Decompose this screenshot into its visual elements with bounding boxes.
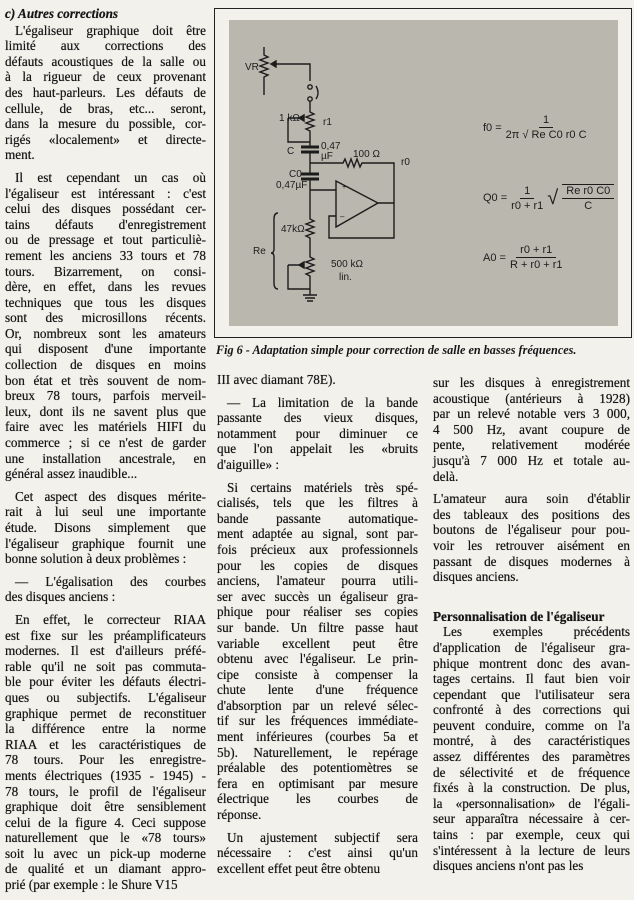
- text-line: phique pour réaliser ses copies: [217, 604, 418, 620]
- column-3-body: [433, 375, 630, 585]
- text-line: — L'égalisation des courbes: [15, 573, 206, 589]
- text-line: l'égaliseur graphique fournit une: [5, 535, 206, 551]
- label-c0-value: 0,47µF: [276, 180, 308, 191]
- label-c-value: 0,47 µF: [321, 141, 341, 162]
- text-line: ques ou subjectifs. L'égaliseur: [5, 689, 206, 705]
- column-2: [217, 372, 418, 883]
- text-line: des haut-parleurs. Les défauts de: [5, 84, 206, 100]
- text-line: tains défauts d'enregistrement: [5, 216, 206, 232]
- text-line: électrique les courbes de: [217, 791, 418, 807]
- text-line: confronté à des corrections qui: [433, 702, 630, 718]
- text-line: d'application de l'égaliseur gra-: [433, 639, 630, 655]
- text-line: dère, en effet, dans les revues: [5, 279, 206, 295]
- switch-contact: [308, 97, 312, 101]
- text-line: notamment pour diminuer ce: [217, 425, 418, 441]
- paragraph: [217, 480, 418, 823]
- text-line: rigés «localement» et directe-: [5, 131, 206, 147]
- text-line: la différence entre la norme: [5, 721, 206, 737]
- text-line: disques anciens.: [433, 569, 519, 585]
- text-line: collection de disques en moins: [5, 357, 206, 373]
- text-line: sur bande. Un filtre passe haut: [217, 619, 418, 635]
- label-500k: 500 kΩ: [331, 259, 363, 270]
- formula-denominator: 2π √ Re C0 r0 C: [505, 129, 587, 141]
- text-line: assez différentes des paramètres: [433, 749, 630, 765]
- text-line: est fixe sur les préamplificateurs: [5, 627, 206, 643]
- label-100-ohm: 100 Ω: [353, 149, 380, 160]
- formula-lhs: Q0 =: [483, 192, 508, 204]
- text-line: à la rigueur de ceux provenant: [5, 69, 206, 85]
- formula-denominator: R + r0 + r1: [509, 259, 563, 271]
- text-line: fois précieux aux professionnels: [217, 541, 418, 557]
- text-line: sur les disques à enregistrement: [433, 375, 630, 390]
- text-line: tif sur les fréquences immédiate-: [217, 713, 418, 729]
- text-line: anciens, l'amateur pourra utili-: [217, 573, 418, 589]
- label-r1-value: 1 kΩ: [279, 113, 300, 124]
- text-line: excellent effet peut être obtenu: [217, 860, 381, 876]
- label-r0: r0: [401, 157, 410, 168]
- text-line: montré, à des caractéristiques: [433, 733, 630, 749]
- capacitor-c0: [301, 174, 319, 179]
- paragraph: [433, 624, 630, 874]
- text-line: étude. Disons simplement que: [5, 520, 206, 535]
- section-heading-personnalisation: Personnalisation de l'égaliseur: [433, 608, 605, 624]
- text-line: des disques anciens :: [5, 589, 116, 605]
- text-line: cependant que l'utilisateur sera: [433, 686, 630, 702]
- text-line: variable excellent peut être: [217, 635, 418, 651]
- text-line: Les exemples précédents: [443, 624, 630, 640]
- text-line: rable qu'il ne soit pas commuta-: [5, 658, 206, 674]
- text-line: tains : par exemple, ceux qui: [433, 827, 630, 843]
- text-line: soit lu avec un pick-up moderne: [5, 845, 206, 861]
- label-lin: lin.: [339, 272, 352, 283]
- text-line: 78 tours, le profil de l'égaliseur: [5, 783, 206, 799]
- text-line: cipe consiste à compenser la: [217, 666, 418, 682]
- column-3: [433, 375, 630, 881]
- formula-a0: [483, 244, 563, 271]
- feedback-wire: [329, 203, 394, 238]
- resistor-100-ohm: [310, 159, 394, 203]
- text-line: la «personnalisation» de l'égali-: [433, 795, 630, 811]
- formula-numerator: 1: [520, 185, 534, 199]
- text-line: général assez inaudible...: [5, 466, 138, 482]
- re-brace: [271, 213, 278, 289]
- text-line: naturellement que le «78 tours»: [5, 830, 206, 846]
- text-line: tages certains. Il faut bien voir: [433, 671, 630, 687]
- text-line: 5b). Naturellement, le repérage: [217, 744, 418, 760]
- formula-denominator: r0 + r1: [511, 199, 544, 212]
- formula-numerator: 1: [539, 114, 553, 128]
- text-line: breux 78 tours, parfois merveil-: [5, 388, 206, 404]
- circuit-schematic: [215, 9, 631, 337]
- text-line: modernes. Il est d'ailleurs préfé-: [5, 643, 206, 659]
- paragraph: [5, 489, 206, 567]
- text-line: fera en optimisant par mesure: [217, 775, 418, 791]
- text-line: ments électriques (1935 - 1945) -: [5, 767, 206, 783]
- text-line: des tableaux des positions des: [433, 506, 630, 522]
- text-line: rement les anciens 33 tours et 78: [5, 247, 206, 263]
- text-line: jusqu'à 7 000 Hz et totale au-: [433, 452, 630, 468]
- text-line: Un ajustement subjectif sera: [227, 829, 418, 845]
- text-line: phique montrent donc des avan-: [433, 655, 630, 671]
- text-line: peuvent conduire, comme on l'a: [433, 717, 630, 733]
- paragraph: [5, 23, 206, 163]
- text-line: nécessaire : c'est ainsi qu'un: [217, 845, 418, 861]
- text-line: pour les copies de disques: [217, 557, 418, 573]
- text-line: III avec diamant 78E).: [217, 372, 336, 387]
- text-line: dans la mesure du possible, cor-: [5, 116, 206, 132]
- r1-resistor: [306, 101, 314, 146]
- text-line: rait à lui seul une importante: [5, 504, 206, 520]
- text-line: tours. Bizarrement, on consi-: [5, 263, 206, 279]
- text-line: l'égaliseur est intéressant : c'est: [5, 185, 206, 201]
- text-line: disques anciens n'ont pas les: [433, 858, 584, 874]
- switch-arc: [316, 86, 318, 99]
- formula-lhs: A0 =: [483, 251, 506, 264]
- text-line: Or, nombreux sont les amateurs: [5, 325, 206, 341]
- text-line: d'aiguille» :: [217, 456, 280, 472]
- text-line: de sélectivité et de fréquence: [433, 764, 630, 780]
- formula-q0: Q0 = $\frac{1}{r0 + r1}$ √ $\frac{\text{Re r0 C0}}{C}$: [483, 184, 614, 212]
- svg-text:–: –: [340, 212, 345, 221]
- paragraph: [5, 612, 206, 893]
- text-line: prié (par exemple : le Shure V15: [5, 877, 178, 893]
- label-47k: 47kΩ: [281, 224, 305, 235]
- text-line: leux, dont ils ne savent plus que: [5, 403, 206, 419]
- text-line: Il est cependant un cas où: [15, 169, 206, 185]
- text-line: ou de pressage et tout particuliè-: [5, 232, 206, 248]
- text-line: bon état et très souvent de nom-: [5, 372, 206, 388]
- text-line: ment adaptée au signal, sont par-: [217, 526, 418, 542]
- formula-numerator: r0 + r1: [516, 244, 556, 258]
- formula-lhs: f0 =: [483, 121, 502, 134]
- formula-root-denominator: C: [584, 200, 593, 212]
- text-line: Si certains matériels très spé-: [227, 479, 418, 495]
- capacitor-c: [301, 147, 319, 152]
- text-line: — La limitation de la bande: [227, 394, 418, 410]
- paragraph: [5, 574, 206, 605]
- vr-wiper: [276, 64, 310, 81]
- switch-contact: [308, 85, 312, 89]
- text-line: pente, relativement modérée: [433, 437, 630, 453]
- text-line: graphique doit être sensiblement: [5, 799, 206, 815]
- text-line: boutons de l'égaliseur pour pou-: [433, 522, 630, 538]
- text-line: qui disposent d'une importante: [5, 341, 206, 357]
- text-line: RIAA et les caractéristiques de: [5, 736, 206, 752]
- vr-potentiometer: [260, 47, 268, 95]
- text-line: cellule, de bras, etc... seront,: [5, 100, 206, 116]
- text-line: 4 500 Hz, avant coupure de: [433, 421, 630, 437]
- text-line: graphique permet de reconstituer: [5, 705, 206, 721]
- text-line: passant de disques modernes à: [433, 553, 630, 569]
- text-line: L'égaliseur graphique doit être: [15, 22, 206, 38]
- text-line: ble pour éviter les défauts électri-: [5, 674, 206, 690]
- text-line: une installation ancestrale, en: [5, 450, 206, 466]
- paragraph: [217, 372, 418, 388]
- paragraph: [217, 830, 418, 877]
- text-line: défauts acoustiques de la salle ou: [5, 53, 206, 69]
- column-1-body: [5, 23, 206, 893]
- label-vr: VR: [245, 62, 259, 73]
- text-line: Cet aspect des disques mérite-: [15, 488, 206, 504]
- ground-icon: [303, 295, 317, 301]
- text-line: bonne solution à deux problèmes :: [5, 551, 187, 567]
- figure-caption: Fig 6 - Adaptation simple pour correction de salle en basses fréquences.: [216, 343, 577, 357]
- text-line: ser avec succès un égaliseur gra-: [217, 588, 418, 604]
- text-line: techniques que tous les disques: [5, 294, 206, 310]
- label-r1: r1: [323, 117, 332, 128]
- text-line: préalable des potentiomètres se: [217, 760, 418, 776]
- label-c0: C0: [289, 169, 302, 180]
- text-line: que l'on appelait les «bruits: [217, 441, 418, 457]
- column-2-body: [217, 372, 418, 876]
- text-line: ment inférieures (courbes 5a et: [217, 729, 418, 745]
- text-line: sont des microsillons récents.: [5, 310, 206, 326]
- text-line: delà.: [433, 468, 459, 484]
- text-line: seur apparaîtra nécessaire à cer-: [433, 811, 630, 827]
- section-heading-autres-corrections: c) Autres corrections: [5, 6, 119, 21]
- paragraph: [433, 491, 630, 585]
- formula-root-numerator: Re r0 C0: [562, 185, 614, 199]
- text-line: commerce ; si ce n'est de garder: [5, 435, 206, 451]
- resistor-chain: [306, 179, 314, 295]
- text-line: voir les retrouver aisément en: [433, 537, 630, 553]
- text-line: cialisés, tels que les filtres à: [217, 495, 418, 511]
- text-line: par un relevé notable vers 3 000,: [433, 406, 630, 422]
- text-line: réponse.: [217, 807, 262, 823]
- label-c: C: [287, 146, 295, 157]
- text-line: fixés à la construction. De plus,: [433, 780, 630, 796]
- text-line: celui de la figure 4. Ceci suppose: [5, 814, 206, 830]
- text-line: En effet, le correcteur RIAA: [15, 611, 206, 627]
- text-line: ment.: [5, 147, 35, 163]
- text-line: limité aux corrections des: [5, 38, 206, 54]
- figure-6: [214, 8, 632, 338]
- text-line: passante des vieux disques,: [217, 410, 418, 426]
- formula-f0: [483, 114, 587, 141]
- paragraph: [217, 395, 418, 473]
- label-re: Re: [253, 246, 266, 257]
- text-line: d'absorption par un relevé sélec-: [217, 697, 418, 713]
- text-line: 78 tours. Pour les enregistre-: [5, 752, 206, 768]
- text-line: faire avec les matériels HIFI du: [5, 419, 206, 435]
- text-line: acoustique (antérieurs à 1928): [433, 390, 630, 406]
- column-1: [5, 6, 206, 900]
- text-line: obtenu avec l'égaliseur. Le prin-: [217, 651, 418, 667]
- paragraph: [5, 170, 206, 482]
- text-line: chute lente d'une fréquence: [217, 682, 418, 698]
- text-line: celui des disques possédant cer-: [5, 201, 206, 217]
- text-line: de qualité et un diamant appro-: [5, 861, 206, 877]
- text-line: s'intéressent à la lecture de leurs: [433, 842, 630, 858]
- paragraph: [433, 375, 630, 484]
- text-line: L'amateur aura soin d'établir: [433, 491, 630, 507]
- column-3-body-2: [433, 624, 630, 874]
- svg-text:+: +: [342, 184, 347, 191]
- text-line: bande passante automatique-: [217, 510, 418, 526]
